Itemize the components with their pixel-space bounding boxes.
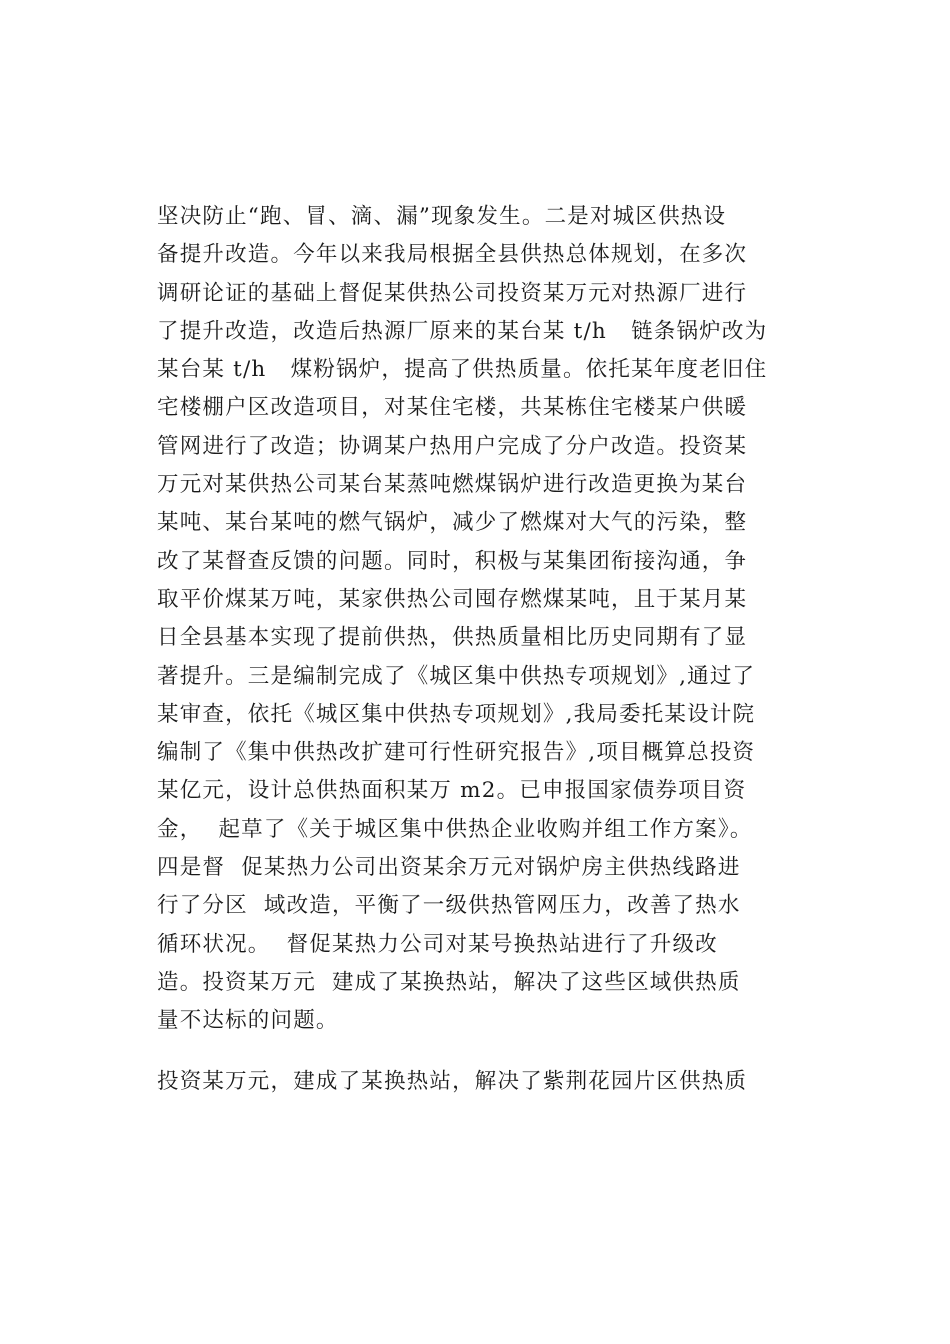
text-line: 某台某 t/h 煤粉锅炉，提高了供热质量。依托某年度老旧住 bbox=[157, 357, 768, 383]
text-line: 坚决防止“跑、冒、滴、漏”现象发生。二是对城区供热设 bbox=[157, 204, 727, 229]
text-line: 某审查，依托《城区集中供热专项规划》,我局委托某设计院 bbox=[157, 701, 756, 727]
text-line: 四是督 促某热力公司出资某余万元对锅炉房主供热线路进 bbox=[157, 855, 741, 881]
body-text bbox=[157, 198, 837, 1101]
text-line: 调研论证的基础上督促某供热公司投资某万元对热源厂进行 bbox=[157, 280, 748, 306]
text-line: 备提升改造。今年以来我局根据全县供热总体规划，在多次 bbox=[157, 242, 748, 268]
text-line: 量不达标的问题。 bbox=[157, 1008, 339, 1034]
paragraph bbox=[157, 198, 837, 1041]
text-line: 金， 起草了《关于城区集中供热企业收购并组工作方案》。 bbox=[157, 816, 753, 842]
text-line: 行了分区 域改造，平衡了一级供热管网压力，改善了热水 bbox=[157, 893, 741, 919]
text-line: 某亿元，设计总供热面积某万 m2。已申报国家债券项目资 bbox=[157, 778, 747, 804]
text-line: 日全县基本实现了提前供热，供热质量相比历史同期有了显 bbox=[157, 625, 748, 651]
text-line: 宅楼棚户区改造项目，对某住宅楼，共某栋住宅楼某户供暖 bbox=[157, 395, 748, 421]
text-line: 投资某万元，建成了某换热站，解决了紫荆花园片区供热质 bbox=[157, 1068, 748, 1094]
text-line: 某吨、某台某吨的燃气锅炉，减少了燃煤对大气的污染，整 bbox=[157, 510, 748, 536]
text-line: 改了某督查反馈的问题。同时，积极与某集团衔接沟通，争 bbox=[157, 548, 748, 574]
paragraph bbox=[157, 1063, 837, 1101]
text-line: 取平价煤某万吨，某家供热公司囤存燃煤某吨，且于某月某 bbox=[157, 586, 748, 612]
text-line: 了提升改造，改造后热源厂原来的某台某 t/h 链条锅炉改为 bbox=[157, 318, 768, 344]
text-line: 万元对某供热公司某台某蒸吨燃煤锅炉进行改造更换为某台 bbox=[157, 472, 748, 498]
text-line: 循环状况。 督促某热力公司对某号换热站进行了升级改 bbox=[157, 931, 718, 957]
text-line: 编制了《集中供热改扩建可行性研究报告》,项目概算总投资 bbox=[157, 740, 756, 766]
text-line: 著提升。三是编制完成了《城区集中供热专项规划》,通过了 bbox=[157, 663, 756, 689]
text-line: 造。投资某万元 建成了某换热站，解决了这些区域供热质 bbox=[157, 969, 741, 995]
text-line: 管网进行了改造；协调某户热用户完成了分户改造。投资某 bbox=[157, 433, 748, 459]
